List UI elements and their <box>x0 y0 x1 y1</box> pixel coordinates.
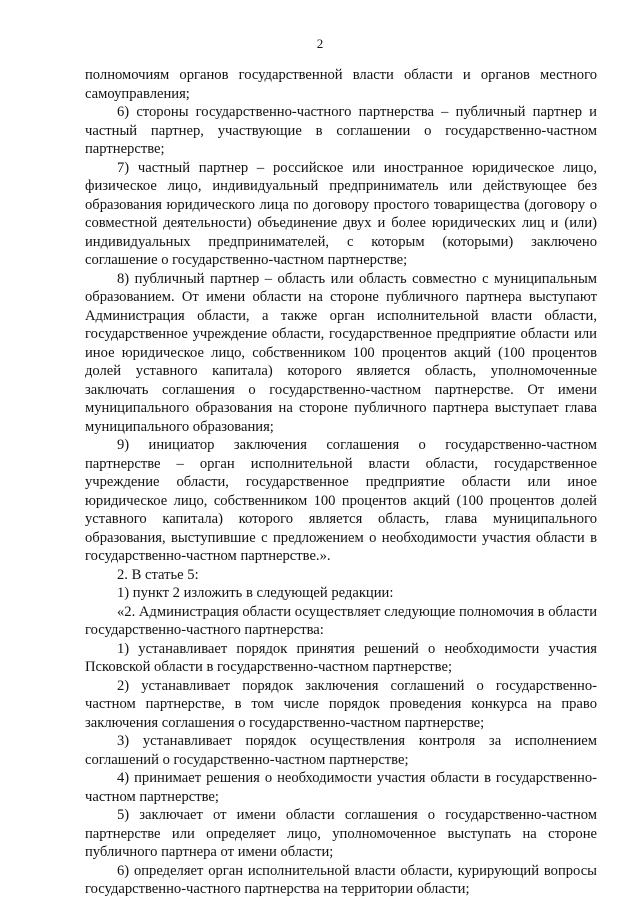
paragraph: 6) стороны государственно-частного партнерства – публичный партнер и частный партнер, участвующие в соглашении о государственно-частном партнерстве; <box>85 104 597 157</box>
paragraph: 5) заключает от имени области соглашения о государственно-частном партнерстве или определяет лицо, уполномоченное выступать на стороне публичного партнера от имени области; <box>85 807 597 860</box>
paragraph: 8) публичный партнер – область или область совместно с муниципальным образованием. От имени области на стороне публичного партнера выступают Администрация области, а также орган исполнительной власти области, государственное учреждение области, государственное предприятие области или иное юридическое лицо, собственником 100 процентов акций (100 процентов долей уставного капитала) которого является область, уполномоченные заключать соглашения о государственно-частном партнерстве. От имени муниципального образования на стороне публичного партнера выступает глава муниципального образования; <box>85 270 597 435</box>
paragraph: 1) пункт 2 изложить в следующей редакции: <box>117 585 394 601</box>
page-number: 2 <box>316 36 324 51</box>
document-body <box>85 66 597 899</box>
paragraph: 3) устанавливает порядок осуществления контроля за исполнением соглашений о государственно-частном партнерстве; <box>85 733 597 768</box>
paragraph: 1) устанавливает порядок принятия решений о необходимости участия Псковской области в государственно-частном партнерстве; <box>85 640 597 675</box>
paragraph: 6) определяет орган исполнительной власти области, курирующий вопросы государственно-частного партнерства на территории области; <box>85 862 597 897</box>
paragraph: 4) принимает решения о необходимости участия области в государственно-частном партнерстве; <box>85 770 597 805</box>
paragraph: полномочиям органов государственной власти области и органов местного самоуправления; <box>85 67 597 102</box>
paragraph: 7) частный партнер – российское или иностранное юридическое лицо, физическое лицо, индивидуальный предприниматель или действующее без образования юридического лица по договору простого товарищества (договору о совместной деятельности) объединение двух и более юридических лиц и (или) индивидуальных предпринимателей, с которым (которыми) заключено соглашение о государственно-частном партнерстве; <box>85 159 597 268</box>
paragraph: 2) устанавливает порядок заключения соглашений о государственно-частном партнерстве, в том числе порядок проведения конкурса на право заключения соглашения о государственно-частном партнерстве; <box>85 677 597 731</box>
paragraph: 9) инициатор заключения соглашения о государственно-частном партнерстве – орган исполнительной власти области, государственное учреждение области, государственное предприятие области или иное юридическое лицо, собственником 100 процентов акций (100 процентов долей уставного капитала) которого является область, глава муниципального образования, выступившие с предложением о необходимости участия области в государственно-частном партнерстве.». <box>85 437 597 564</box>
paragraph: «2. Администрация области осуществляет следующие полномочия в области государственно-частного партнерства: <box>85 603 597 638</box>
paragraph: 2. В статье 5: <box>117 566 199 583</box>
